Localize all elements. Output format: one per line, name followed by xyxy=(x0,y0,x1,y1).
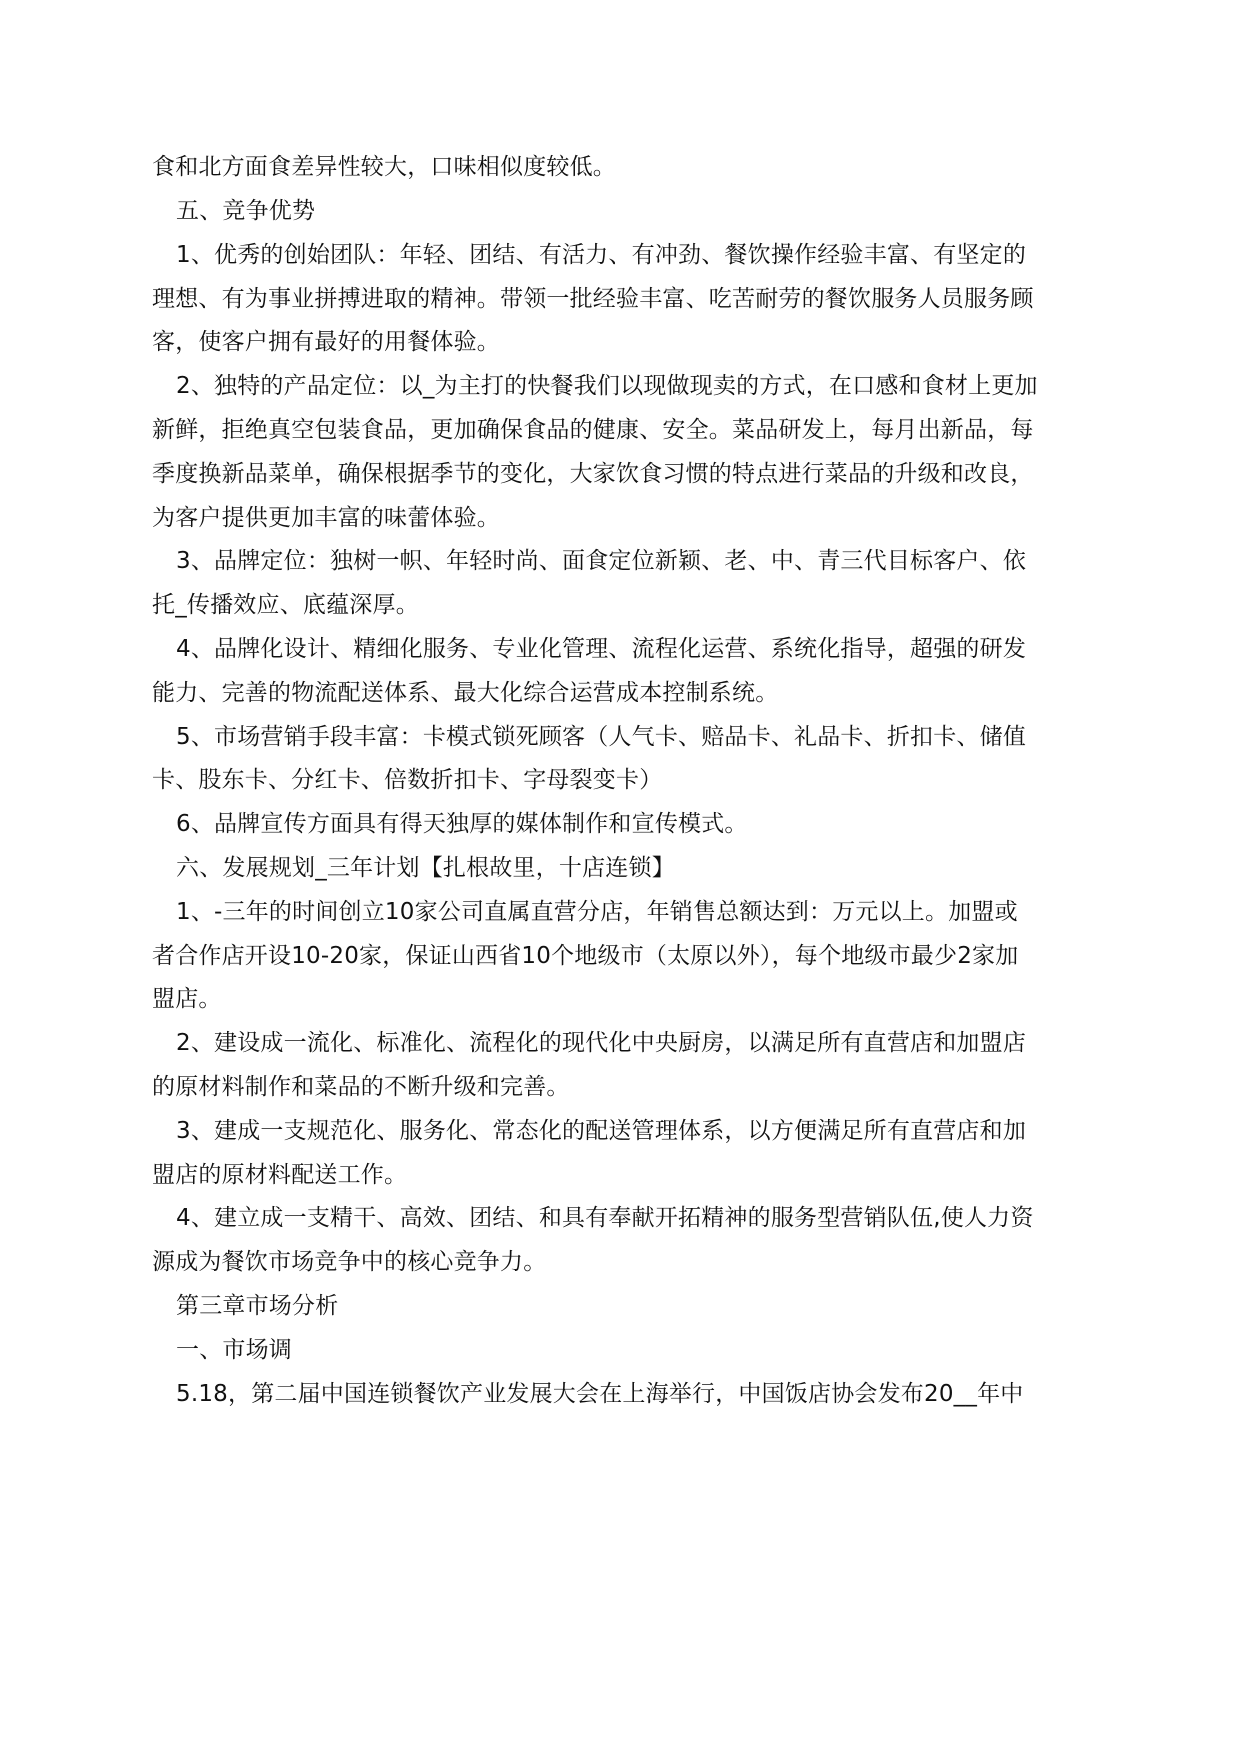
text-line: 5.18，第二届中国连锁餐饮产业发展大会在上海举行，中国饭店协会发布20__年中 xyxy=(176,1381,1024,1407)
text-line: 客，使客户拥有最好的用餐体验。 xyxy=(152,329,500,355)
text-line: 新鲜，拒绝真空包装食品，更加确保食品的健康、安全。菜品研发上，每月出新品，每 xyxy=(152,417,1034,443)
text-line: 6、品牌宣传方面具有得天独厚的媒体制作和宣传模式。 xyxy=(176,811,748,837)
text-line: 3、建成一支规范化、服务化、常态化的配送管理体系，以方便满足所有直营店和加 xyxy=(176,1118,1027,1144)
text-line: 1、优秀的创始团队：年轻、团结、有活力、有冲劲、餐饮操作经验丰富、有坚定的 xyxy=(176,242,1027,268)
text-line: 3、品牌定位：独树一帜、年轻时尚、面食定位新颖、老、中、青三代目标客户、依 xyxy=(176,548,1027,574)
text-line: 为客户提供更加丰富的味蕾体验。 xyxy=(152,505,500,531)
text-line: 季度换新品菜单，确保根据季节的变化，大家饮食习惯的特点进行菜品的升级和改良， xyxy=(152,461,1034,487)
text-line: 盟店的原材料配送工作。 xyxy=(152,1162,408,1188)
text-line: 5、市场营销手段丰富：卡模式锁死顾客（人气卡、赔品卡、礼品卡、折扣卡、储值 xyxy=(176,724,1027,750)
text-line: 2、建设成一流化、标准化、流程化的现代化中央厨房，以满足所有直营店和加盟店 xyxy=(176,1030,1027,1056)
text-line: 盟店。 xyxy=(152,986,222,1012)
text-line: 1、-三年的时间创立10家公司直属直营分店，年销售总额达到：万元以上。加盟或 xyxy=(176,899,1018,925)
chapter-heading: 第三章市场分析 xyxy=(176,1293,339,1319)
text-line: 的原材料制作和菜品的不断升级和完善。 xyxy=(152,1074,570,1100)
text-line: 4、建立成一支精干、高效、团结、和具有奉献开拓精神的服务型营销队伍,使人力资 xyxy=(176,1205,1034,1231)
section-heading: 一、市场调 xyxy=(176,1337,292,1363)
section-heading: 五、竞争优势 xyxy=(176,198,316,224)
text-line: 食和北方面食差异性较大，口味相似度较低。 xyxy=(152,154,616,180)
section-heading: 六、发展规划_三年计划【扎根故里，十店连锁】 xyxy=(176,855,675,881)
text-line: 卡、股东卡、分红卡、倍数折扣卡、字母裂变卡） xyxy=(152,767,663,793)
text-line: 4、品牌化设计、精细化服务、专业化管理、流程化运营、系统化指导，超强的研发 xyxy=(176,636,1027,662)
text-line: 源成为餐饮市场竞争中的核心竞争力。 xyxy=(152,1249,547,1275)
text-line: 者合作店开设10-20家，保证山西省10个地级市（太原以外），每个地级市最少2家加 xyxy=(152,943,1019,969)
text-line: 能力、完善的物流配送体系、最大化综合运营成本控制系统。 xyxy=(152,680,779,706)
text-line: 托_传播效应、底蕴深厚。 xyxy=(152,592,419,618)
text-line: 2、独特的产品定位：以_为主打的快餐我们以现做现卖的方式，在口感和食材上更加 xyxy=(176,373,1038,399)
text-line: 理想、有为事业拼搏进取的精神。带领一批经验丰富、吃苦耐劳的餐饮服务人员服务顾 xyxy=(152,286,1034,312)
